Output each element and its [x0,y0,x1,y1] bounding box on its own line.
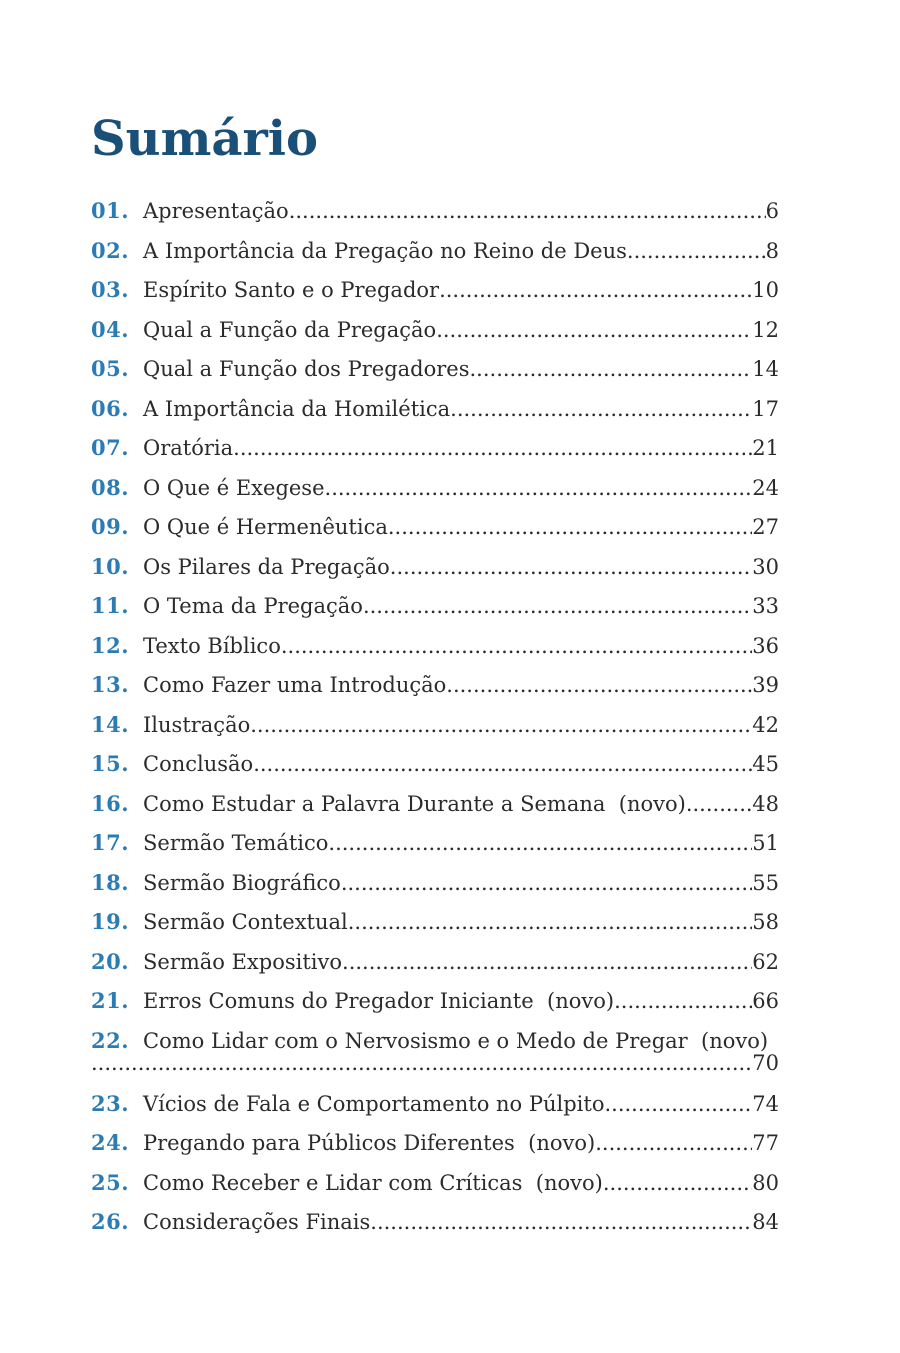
entry-number: 14. [91,711,130,737]
entry-number: 10. [91,553,130,579]
entry-page-number: 70 [752,1050,779,1075]
toc-entry-17[interactable] [91,827,791,867]
dot-leader [370,1206,752,1238]
entry-title: Sermão Biográfico [143,870,341,895]
dot-leader [250,709,752,741]
entry-number: 12. [91,632,130,658]
dot-leader [603,1167,752,1199]
toc-entry-26[interactable] [91,1206,791,1246]
dot-leader [686,788,752,820]
entry-page-number: 80 [752,1170,779,1195]
entry-title: Vícios de Fala e Comportamento no Púlpito [143,1091,605,1116]
dot-leader [627,235,766,267]
entry-title: O Que é Hermenêutica [143,515,388,539]
toc-entry-09[interactable] [91,511,791,551]
entry-title: Pregando para Públicos Diferentes (novo) [143,1131,596,1155]
entry-page-number: 39 [752,673,779,697]
entry-number: 08. [91,474,130,500]
toc-entry-21[interactable] [91,985,791,1025]
dot-leader [328,827,752,859]
dot-leader [289,195,766,227]
entry-number: 05. [91,356,130,381]
dot-leader [604,1088,752,1120]
toc-entry-19[interactable] [91,906,791,946]
toc-entry-22[interactable] [91,1025,791,1088]
entry-number: 24. [91,1130,130,1155]
dot-leader [342,946,752,978]
entry-number: 25. [91,1169,130,1195]
toc-entry-02[interactable] [91,235,791,275]
entry-title: Como Fazer uma Introdução [143,673,447,697]
entry-title: Sermão Expositivo [143,949,343,974]
entry-number: 18. [91,869,130,895]
dot-leader [363,590,752,622]
entry-number: 22. [91,1027,130,1053]
entry-title: Texto Bíblico [143,633,281,658]
entry-number: 16. [91,790,130,816]
dot-leader [348,906,753,938]
entry-page-number: 14 [752,357,779,381]
toc-entry-20[interactable] [91,946,791,986]
toc-entry-18[interactable] [91,867,791,907]
dot-leader [436,314,752,346]
toc-entry-24[interactable] [91,1127,791,1167]
entry-page-number: 33 [752,594,779,618]
entry-page-number: 48 [752,791,779,816]
entry-title: Qual a Função da Pregação [143,317,437,342]
entry-page-number: 77 [752,1131,779,1155]
dot-leader [325,472,753,504]
entry-number: 19. [91,909,130,934]
entry-title: A Importância da Homilética [143,396,451,421]
entry-page-number: 51 [752,831,779,855]
entry-page-number: 30 [752,554,779,579]
entry-number: 20. [91,948,130,974]
entry-title: Como Lidar com o Nervosismo e o Medo de Pregar (novo) [143,1028,769,1053]
entry-number: 13. [91,672,130,697]
entry-title: Sermão Temático [143,831,329,855]
entry-page-number: 6 [765,199,779,223]
dot-leader [341,867,752,899]
entry-title: Considerações Finais [143,1210,371,1234]
entry-title: Oratória [143,436,234,460]
entry-title: Sermão Contextual [143,910,348,934]
entry-title: Qual a Função dos Pregadores [143,357,470,381]
entry-title: Erros Comuns do Pregador Iniciante (novo) [143,989,615,1013]
entry-page-number: 24 [752,475,779,500]
entry-page-number: 8 [765,238,779,263]
entry-page-number: 58 [752,910,779,934]
toc-entry-16[interactable] [91,788,791,828]
entry-title: Como Receber e Lidar com Críticas (novo) [143,1170,603,1195]
dot-leader [233,432,752,464]
entry-title: Conclusão [143,752,254,776]
entry-title: A Importância da Pregação no Reino de Deus [143,238,627,263]
entry-number: 02. [91,237,130,263]
entry-number: 01. [91,198,130,223]
toc-entry-13[interactable] [91,669,791,709]
entry-number: 15. [91,751,130,776]
entry-title: Apresentação [143,199,289,223]
dot-leader [390,551,752,583]
entry-title: O Tema da Pregação [143,594,363,618]
toc-entry-12[interactable] [91,630,791,670]
toc-entry-01[interactable] [91,195,791,235]
entry-page-number: 62 [752,949,779,974]
dot-leader [281,630,752,662]
entry-number: 03. [91,277,130,302]
toc-entry-23[interactable] [91,1088,791,1128]
entry-number: 11. [91,593,130,618]
dot-leader [595,1127,752,1159]
entry-page-number: 45 [752,752,779,776]
dot-leader [446,669,752,701]
entry-number: 06. [91,395,130,421]
dot-leader [388,511,752,543]
toc-entry-05[interactable] [91,353,791,393]
entry-number: 07. [91,435,130,460]
toc-entry-10[interactable] [91,551,791,591]
toc-entry-15[interactable] [91,748,791,788]
toc-entry-03[interactable] [91,274,791,314]
entry-page-number: 21 [752,436,779,460]
entry-number: 21. [91,988,130,1013]
entry-title: Espírito Santo e o Pregador [143,278,440,302]
entry-page-number: 17 [752,396,779,421]
toc-entry-25[interactable] [91,1167,791,1207]
entry-page-number: 84 [752,1210,779,1234]
dot-leader [91,1051,752,1075]
dot-leader [614,985,752,1017]
page-title: Sumário [91,111,318,167]
toc-entry-14[interactable] [91,709,791,749]
table-of-contents [91,195,791,1246]
entry-page-number: 42 [752,712,779,737]
entry-title: Os Pilares da Pregação [143,554,390,579]
entry-page-number: 36 [752,633,779,658]
dot-leader [450,393,752,425]
entry-page-number: 66 [752,989,779,1013]
dot-leader [439,274,752,306]
dot-leader [253,748,752,780]
entry-number: 26. [91,1209,130,1234]
entry-number: 04. [91,316,130,342]
toc-entry-07[interactable] [91,432,791,472]
entry-page-number: 55 [752,870,779,895]
toc-entry-04[interactable] [91,314,791,354]
entry-page-number: 12 [752,317,779,342]
entry-number: 17. [91,830,130,855]
entry-page-number: 10 [752,278,779,302]
entry-title: O Que é Exegese [143,475,325,500]
toc-entry-11[interactable] [91,590,791,630]
entry-page-number: 27 [752,515,779,539]
toc-entry-06[interactable] [91,393,791,433]
entry-page-number: 74 [752,1091,779,1116]
entry-title: Como Estudar a Palavra Durante a Semana (novo) [143,791,686,816]
entry-number: 23. [91,1090,130,1116]
entry-title: Ilustração [143,712,251,737]
dot-leader [470,353,753,385]
entry-number: 09. [91,514,130,539]
toc-entry-08[interactable] [91,472,791,512]
